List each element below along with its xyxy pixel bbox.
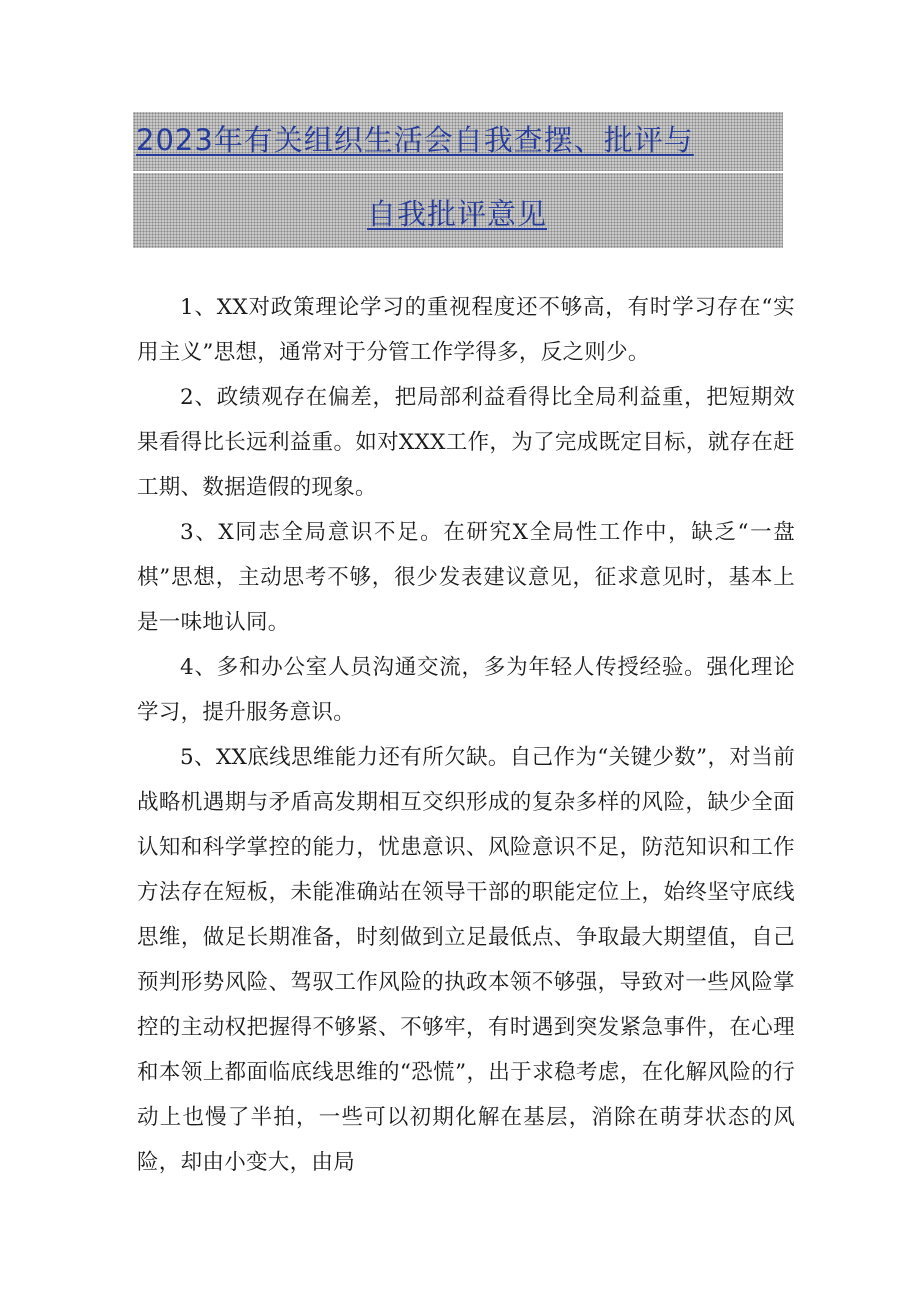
document-body <box>137 285 795 1185</box>
document-title-block <box>133 112 783 248</box>
paragraph-item-5: 5、XX底线思维能力还有所欠缺。自己作为“关键少数”，对当前战略机遇期与矛盾高发期相互交织形成的复杂多样的风险，缺少全面认知和科学掌控的能力，忧患意识、风险意识不足，防范知识和工作方法存在短板，未能准确站在领导干部的职能定位上，始终坚守底线思维，做足长期准备，时刻做到立足最低点、争取最大期望值，自己预判形势风险、驾驭工作风险的执政本领不够强，导致对一些风险掌控的主动权把握得不够紧、不够牢，有时遇到突发紧急事件，在心理和本领上都面临底线思维的“恐慌”，出于求稳考虑，在化解风险的行动上也慢了半拍，一些可以初期化解在基层，消除在萌芽状态的风险，却由小变大，由局 <box>137 745 795 1175</box>
document-title-line-2[interactable]: 自我批评意见 <box>367 197 548 231</box>
paragraph-item-1: 1、XX对政策理论学习的重视程度还不够高，有时学习存在“实用主义”思想，通常对于分管工作学得多，反之则少。 <box>137 295 795 365</box>
document-title-line-1[interactable]: 2023年有关组织生活会自我查摆、批评与 <box>136 123 694 157</box>
paragraph-item-2: 2、政绩观存在偏差，把局部利益看得比全局利益重，把短期效果看得比长远利益重。如对XXX工作，为了完成既定目标，就存在赶工期、数据造假的现象。 <box>137 385 795 500</box>
paragraph-item-3: 3、X同志全局意识不足。在研究X全局性工作中，缺乏“一盘棋”思想，主动思考不够，很少发表建议意见，征求意见时，基本上是一味地认同。 <box>137 520 795 635</box>
paragraph-item-4: 4、多和办公室人员沟通交流，多为年轻人传授经验。强化理论学习，提升服务意识。 <box>137 655 795 725</box>
